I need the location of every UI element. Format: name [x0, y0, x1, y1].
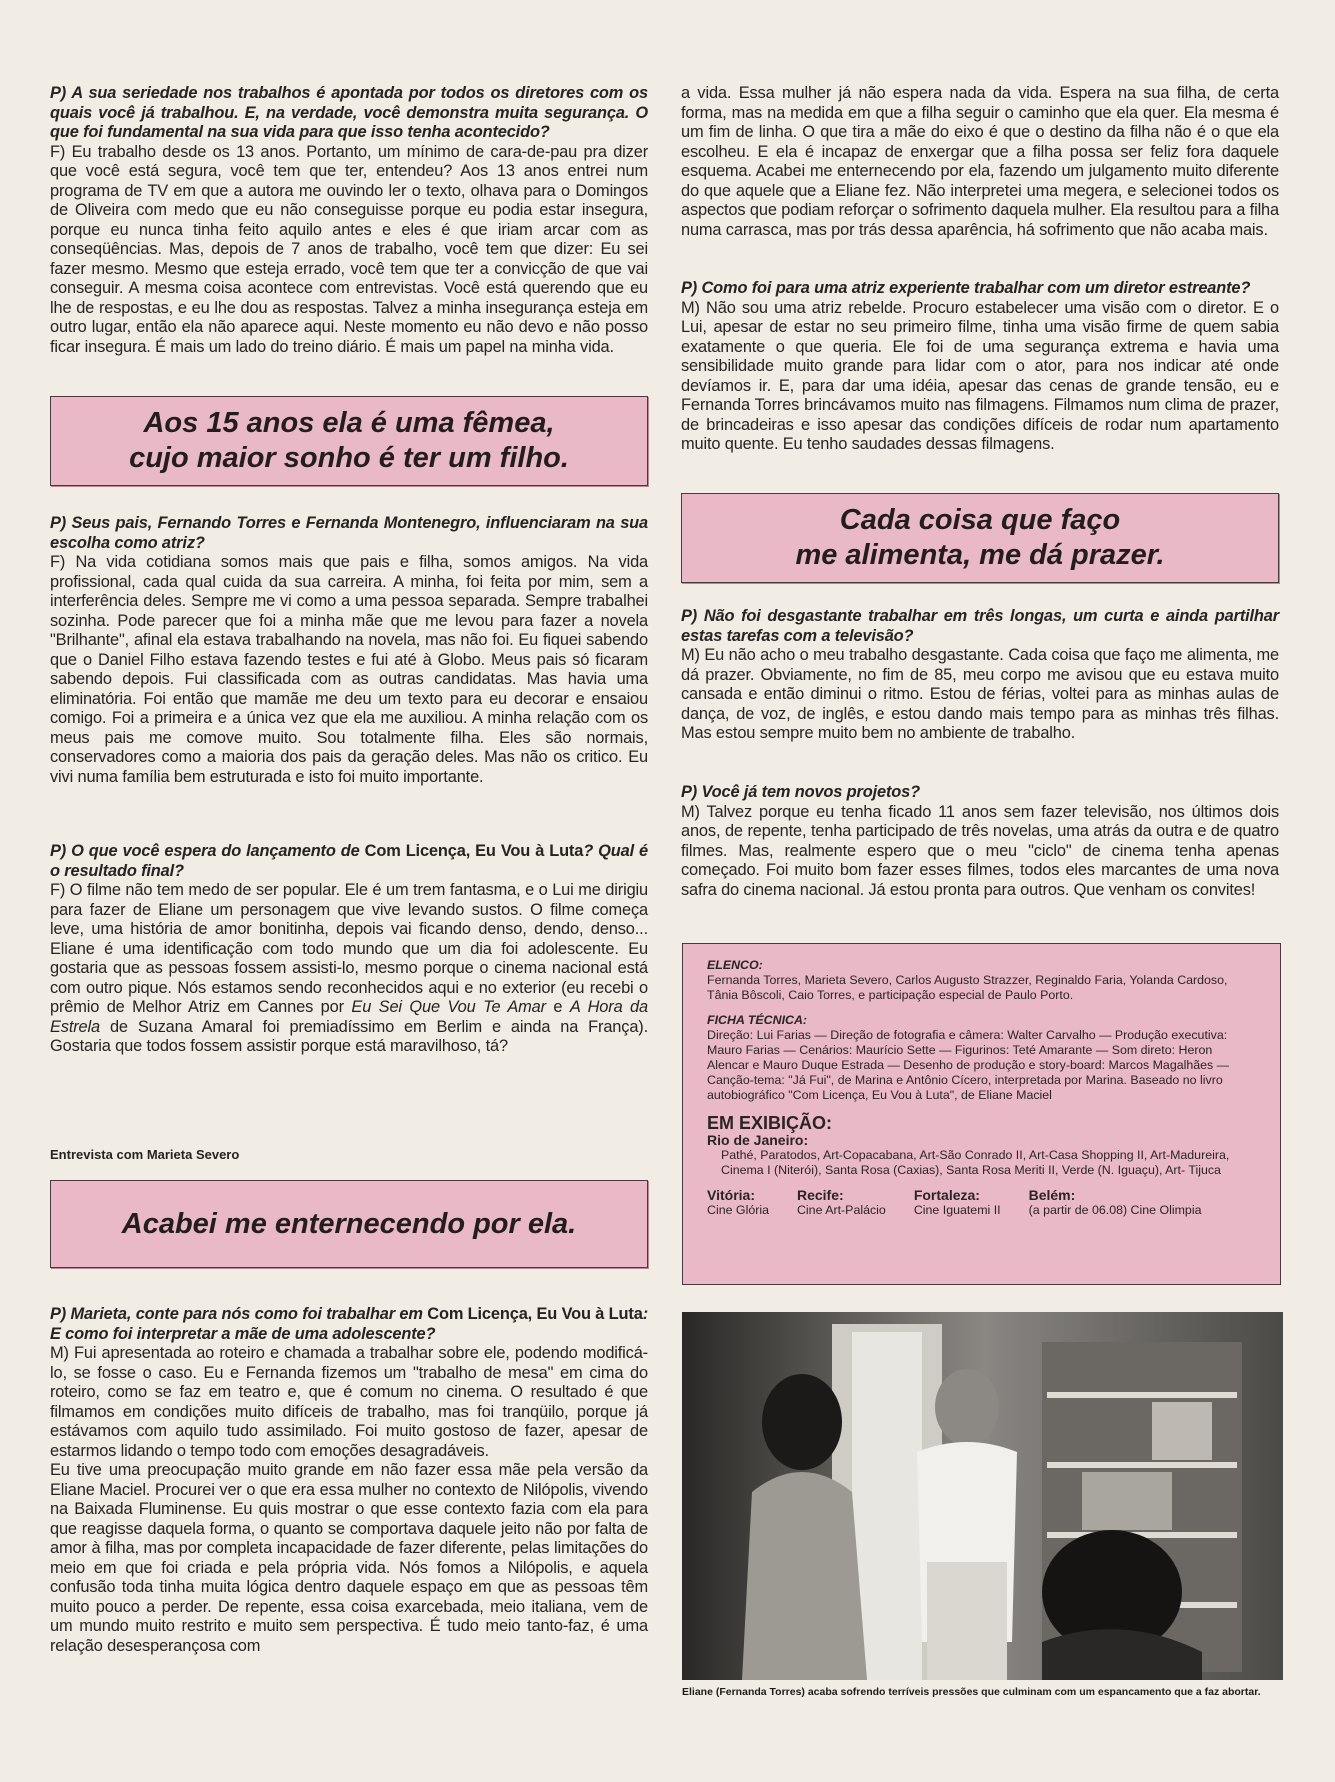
- city-name: Recife:: [796, 1187, 844, 1203]
- photo-caption: Eliane (Fernanda Torres) acaba sofrendo terríveis pressões que culminam com um espancamento que a faz abortar.: [682, 1686, 1261, 1698]
- answer-text: F) O filme não tem medo de ser popular. Ele é um trem fantasma, e o Lui me dirigiu para fazer de Eliane um personagem que vive levando sustos. O filme começa leve, uma história de amor bonitinha, depois vai ficando denso, dendo, denso... Eliane é uma identificação com todo mundo que um dia foi adolescente. Eu gostaria que as pessoas fossem assisti-lo, mesmo porque o cinema nacional está com outro pique. Nós estamos sendo reconhecidos aqui e no exterior (eu recebi o prêmio de Melhor Atriz em Cannes por: [50, 881, 648, 1016]
- question: P) A sua seriedade nos trabalhos é apontada por todos os diretores com os quais você já trabalhou. E, na verdade, você demonstra muita segurança. O que foi fundamental na sua vida para que isso tenha acontecido?: [50, 84, 648, 141]
- pull-quote: [50, 396, 648, 486]
- answer: [50, 881, 648, 1057]
- city-name: Rio de Janeiro:: [707, 1132, 809, 1148]
- city-venue: Cine Glória: [707, 1203, 769, 1217]
- question-text: P) Marieta, conte para nós como foi trabalhar em: [50, 1305, 428, 1323]
- interview-block-7: [681, 607, 1279, 744]
- film-title: Eu Sei Que Vou Te Amar: [351, 998, 546, 1016]
- city-name: Vitória:: [707, 1187, 755, 1203]
- city-venue: Cine Art-Palácio: [796, 1203, 886, 1217]
- answer: F) Na vida cotidiana somos mais que pais e filha, somos amigos. Na vida profissional, cada qual cuida da sua carreira. A minha, foi feita por mim, sem a interferência deles. Sempre me vi como a uma pessoa separada. Sempre trabalhei sozinha. Pode parecer que foi a minha mãe que me levou para fazer a novela "Brilhante", afinal ela estava trabalhando na novela, mas não foi. Eu fiquei sabendo que o Daniel Filho estava fazendo testes e fui até à Globo. Meus pais só ficaram sabendo depois. Fui classificada com as outras candidatas. Mas havia uma eliminatória. Foi então que mamãe me deu um texto para eu decorar e ensaiou comigo. Foi a primeira e a única vez que ela me auxiliou. A minha relação com os meus pais me comove muito. Sou totalmente filha. Eles são normais, conservadores como a maioria dos pais da geração deles. Mas não os critico. Eu vivi numa família bem estruturada e isto foi muito importante.: [50, 553, 648, 786]
- screening-section: [707, 1113, 1256, 1218]
- question: P) Não foi desgastante trabalhar em três longas, um curta e ainda partilhar estas tarefas com a televisão?: [681, 607, 1279, 645]
- question-text: : E como foi interpretar a mãe de uma adolescente?: [50, 1305, 648, 1343]
- city-item: [914, 1188, 1001, 1218]
- answer: M) Fui apresentada ao roteiro e chamada a trabalhar sobre ele, podendo modificá-lo, se fosse o caso. Eu e Fernanda fizemos um "trabalho de mesa" em cima do roteiro, como se faz em teatro e, que é comum no cinema. O resultado é que filmamos em condições muito difíceis de trabalho, mas foi tranqüilo, porque já estávamos com aquilo tudo assimilado. Foi muito gostoso de fazer, apesar de estarmos lidando o tempo todo com emoções desagradáveis.: [50, 1344, 648, 1460]
- interview-block-2: [50, 514, 648, 787]
- film-title: Com Licença, Eu Vou à Luta: [364, 842, 584, 860]
- screening-heading: EM EXIBIÇÃO:: [707, 1113, 833, 1133]
- interview-block-4: [50, 1305, 648, 1656]
- answer: a vida. Essa mulher já não espera nada da vida. Espera na sua filha, de certa forma, mas na medida em que a filha seguir o caminho que ela quer. Ela mesma é um fim de linha. O que tira a mãe do eixo é que o destino da filha não é o que ela escolheu. E ela é incapaz de enxergar que a filha possa ser feliz fora daquele esquema. Acabei me enternecendo por ela, fazendo um julgamento muito diferente do que aquele que a Eliane fez. Não interpretei uma megera, e selecionei todos os aspectos que podiam reforçar o sofrimento daquela mulher. Ela resultou para a filha numa carrasca, mas por trás dessa aparência, há sofrimento que não acaba mais.: [681, 84, 1279, 239]
- credits-box: [682, 943, 1281, 1285]
- pull-quote-line: cujo maior sonho é ter um filho.: [129, 442, 569, 474]
- byline: Entrevista com Marieta Severo: [50, 1147, 240, 1162]
- crew-section: [707, 1013, 1256, 1103]
- film-still-image: [682, 1312, 1283, 1680]
- answer-text: e: [545, 998, 570, 1016]
- answer: M) Não sou uma atriz rebelde. Procuro estabelecer uma visão com o diretor. E o Lui, apesar de estar no seu primeiro filme, tinha uma visão firme de quem sabia exatamente o que queria. Ele foi de uma segurança extrema e havia uma sensibilidade muito grande para lidar com o ator, para nos indicar até onde devíamos ir. E, para dar uma idéia, apesar das cenas de grande tensão, eu e Fernanda Torres brincávamos muito nas filmagens. Filmamos num clima de prazer, de brincadeiras e isso apesar das condições difíceis de rodar num apartamento muito quente. Eu tenho saudades dessas filmagens.: [681, 298, 1279, 453]
- interview-block-8: [681, 783, 1279, 900]
- city-name: Fortaleza:: [913, 1187, 980, 1203]
- pull-quote: [50, 1180, 648, 1268]
- answer: Eu tive uma preocupação muito grande em não fazer essa mãe pela versão da Eliane Maciel. Procurei ver o que era essa mulher no contexto de Nilópolis, vivendo na Baixada Fluminense. Eu quis mostrar o que esse contexto fazia com ela para que reagisse daquela forma, o quanto se comportava daquele jeito não por falta de amor à filha, mas por completa incapacidade de fazer diferente, pelas limitações do meio em que foi criada e pela própria vida. Nós fomos a Nilópolis, e aquela confusão toda tinha muita lógica dentro daquele espaço em que as pessoas têm muito pouco a perder. De repente, essa coisa exarcebada, meio italiana, vem de um mundo muito restrito e muito sem perspectiva. É tudo meio tanto-faz, é uma relação desesperançosa com: [50, 1461, 648, 1655]
- question: [50, 1305, 648, 1344]
- city-item: [797, 1188, 886, 1218]
- answer-text: de Suzana Amaral foi premiadíssimo em Berlim e ainda na França). Gostaria que todos fossem assistir porque está maravilhoso, tá?: [50, 1017, 648, 1055]
- question: [50, 842, 648, 881]
- cities-list: [707, 1188, 1256, 1218]
- interview-block-1: [50, 84, 648, 357]
- city-item: [707, 1188, 769, 1218]
- pull-quote-line: me alimenta, me dá prazer.: [795, 539, 1165, 571]
- pull-quote: [681, 493, 1279, 583]
- film-title: Com Licença, Eu Vou à Luta: [427, 1305, 643, 1323]
- question: P) Como foi para uma atriz experiente trabalhar com um diretor estreante?: [681, 279, 1251, 297]
- city-venue: (a partir de 06.08) Cine Olimpia: [1028, 1203, 1202, 1217]
- cast-list: Fernanda Torres, Marieta Severo, Carlos Augusto Strazzer, Reginaldo Faria, Yolanda Cardoso, Tânia Bôscoli, Caio Torres, e participação especial de Paulo Porto.: [707, 973, 1228, 1002]
- film-still-photo: [682, 1312, 1283, 1680]
- crew-heading: FICHA TÉCNICA:: [707, 1013, 808, 1027]
- cast-heading: ELENCO:: [707, 958, 763, 972]
- answer: F) Eu trabalho desde os 13 anos. Portanto, um mínimo de cara-de-pau pra dizer que você está segura, você tem que ter, entendeu? Aos 13 anos entrei num programa de TV em que a autora me ouvindo ler o texto, olhava para o Domingos de Oliveira com medo que eu não conseguisse porque eu podia estar insegura, porque eu nunca tinha feito aquilo antes e eles é que iriam arcar com as conseqüências. Mas, depois de 7 anos de trabalho, você tem que dizer: Eu sei fazer mesmo. Mesmo que esteja errado, você tem que ter a convicção de que vai conseguir. A mesma coisa acontece com entrevistas. Você está querendo que eu lhe de respostas, e eu lhe dou as respostas. Talvez a minha insegurança esteja em outro lugar, então ela não aparece aqui. Neste momento eu não devo e não posso ficar insegura. É mais um lado do treino diário. É mais um papel na minha vida.: [50, 142, 648, 356]
- crew-list: Direção: Lui Farias — Direção de fotografia e câmera: Walter Carvalho — Produção executiva: Mauro Farias — Cenários: Maurício Sette — Figurinos: Teté Amarante — Som direto: Heron Alencar e Mauro Duque Estrada — Desenho de produção e story-board: Marcos Magalhães — Canção-tema: "Já Fui", de Marina e Antônio Cícero, interpretada por Marina. Baseado no livro autobiográfico "Com Licença, Eu Vou à Luta", de Eliane Maciel: [707, 1028, 1230, 1102]
- film-title: A Hora da Estrela: [50, 998, 648, 1036]
- pull-quote-line: Aos 15 anos ela é uma fêmea,: [143, 407, 555, 439]
- answer: M) Talvez porque eu tenha ficado 11 anos sem fazer televisão, nos últimos dois anos, de repente, tenha participado de três novelas, uma atrás da outra e de quatro filmes. Mas, realmente espero que o meu "ciclo" de cinema tenha apenas começado. Foi muito bom fazer esses filmes, todos eles marcantes de uma nova safra do cinema nacional. Já estou pronta para outros. Que venham os convites!: [681, 802, 1279, 899]
- question: P) Você já tem novos projetos?: [681, 783, 920, 801]
- answer: M) Eu não acho o meu trabalho desgastante. Cada coisa que faço me alimenta, me dá prazer. Obviamente, no fim de 85, meu corpo me avisou que eu estava muito cansada e então diminui o ritmo. Estou de férias, voltei para as minhas aulas de dança, de voz, de inglês, e estou dando mais tempo para as minhas três filhas. Mas estou sempre muito bem no ambiente de trabalho.: [681, 646, 1279, 742]
- question: P) Seus pais, Fernando Torres e Fernanda Montenegro, influenciaram na sua escolha como atriz?: [50, 514, 648, 552]
- question-text: ? Qual é o resultado final?: [50, 842, 648, 880]
- city-venue: Cine Iguatemi II: [913, 1203, 1001, 1217]
- pull-quote-line: Cada coisa que faço: [839, 504, 1121, 536]
- cast-section: [707, 958, 1256, 1003]
- question-text: P) O que você espera do lançamento de: [50, 842, 365, 860]
- rio-venues: Pathé, Paratodos, Art-Copacabana, Art-São Conrado II, Art-Casa Shopping II, Art-Madureira, Cinema I (Niterói), Santa Rosa (Caxias), Santa Rosa Meriti II, Verde (N. Iguaçu), Art- Tijuca: [721, 1148, 1230, 1177]
- city-item: [1029, 1188, 1202, 1218]
- city-name: Belém:: [1028, 1187, 1076, 1203]
- interview-block-3: [50, 842, 648, 1057]
- interview-block-5: [681, 84, 1279, 240]
- interview-block-6: [681, 279, 1279, 455]
- pull-quote-line: Acabei me enternecendo por ela.: [121, 1207, 577, 1240]
